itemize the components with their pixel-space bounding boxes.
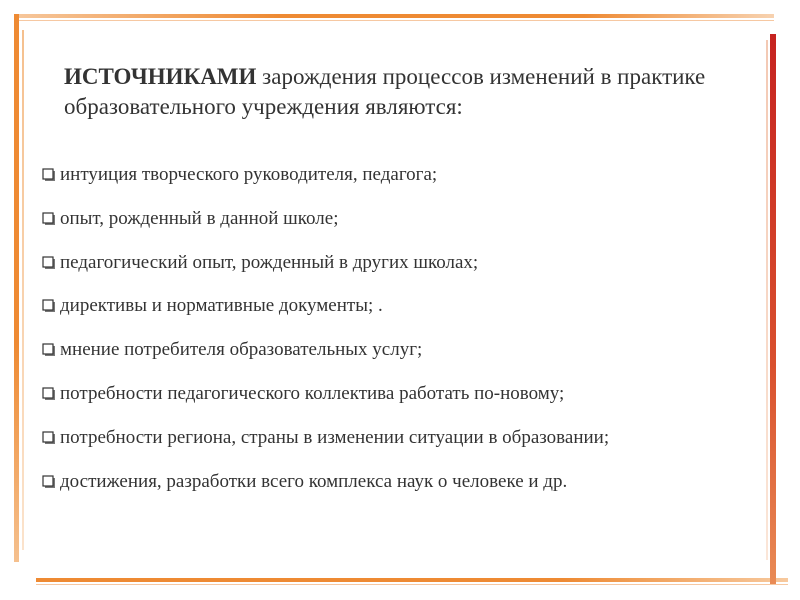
checkbox-square-bullet-icon (42, 475, 56, 489)
list-item (42, 163, 762, 207)
sources-list (42, 163, 762, 513)
bottom-frame-bar (36, 578, 788, 582)
slide-title (64, 62, 744, 122)
checkbox-square-bullet-icon (42, 212, 56, 226)
list-item (42, 338, 762, 382)
checkbox-square-bullet-icon (42, 343, 56, 357)
list-item-text: педагогический опыт, рожденный в других школах; (60, 251, 479, 273)
list-item (42, 382, 762, 426)
checkbox-square-bullet-icon (42, 299, 56, 313)
list-item (42, 294, 762, 338)
checkbox-square-bullet-icon (42, 168, 56, 182)
list-item-text: достижения, разработки всего комплекса наук о человеке и др. (60, 470, 568, 492)
list-item (42, 470, 762, 514)
left-frame-bar (14, 14, 19, 562)
list-item-text: мнение потребителя образовательных услуг; (60, 339, 423, 361)
list-item-text: опыт, рожденный в данной школе; (60, 207, 339, 229)
list-item-text: интуиция творческого руководителя, педагога; (60, 164, 438, 185)
left-frame-line (22, 30, 24, 550)
list-item-text: директивы и нормативные документы; . (60, 295, 383, 317)
bottom-frame-line (36, 584, 788, 585)
top-frame-bar (14, 14, 774, 18)
list-item (42, 426, 762, 470)
list-item-text: потребности региона, страны в изменении ситуации в образовании; (60, 426, 610, 448)
checkbox-square-bullet-icon (42, 387, 56, 401)
top-frame-line (14, 20, 774, 21)
list-item (42, 207, 762, 251)
slide-title-rest: зарождения процессов изменений в практике образовательного учреждения являются: (64, 64, 706, 119)
right-frame-bar (770, 34, 776, 584)
slide-title-bold: ИСТОЧНИКАМИ (64, 64, 257, 89)
checkbox-square-bullet-icon (42, 431, 56, 445)
list-item (42, 251, 762, 295)
right-frame-line (766, 40, 768, 560)
list-item-text: потребности педагогического коллектива работать по-новому; (60, 382, 565, 404)
checkbox-square-bullet-icon (42, 256, 56, 270)
